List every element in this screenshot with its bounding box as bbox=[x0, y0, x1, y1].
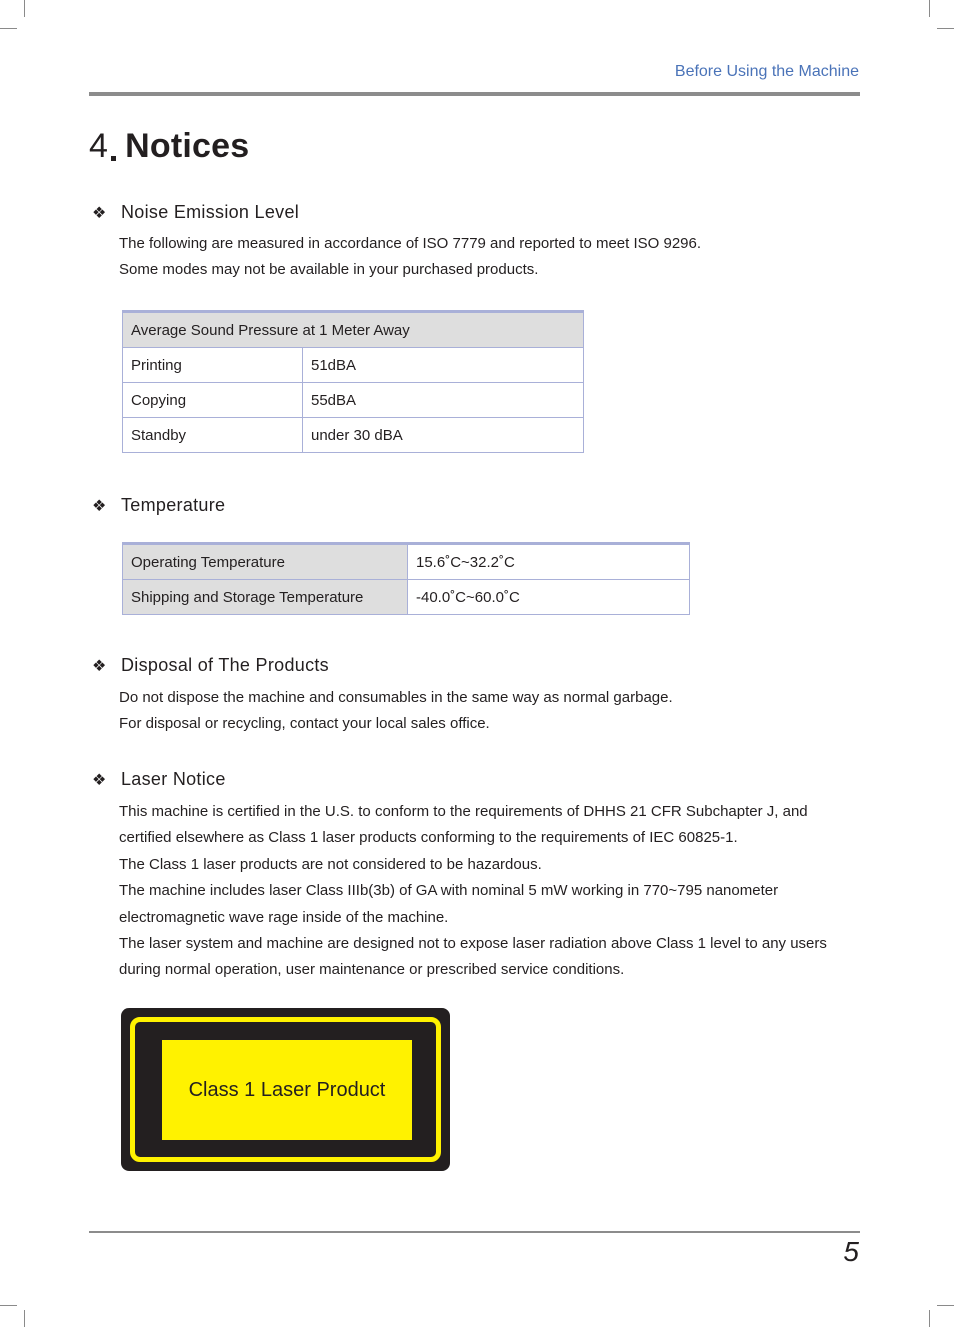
running-header: Before Using the Machine bbox=[674, 63, 859, 80]
section-heading-temperature bbox=[92, 495, 225, 516]
table-cell-value: 15.6˚C~32.2˚C bbox=[408, 544, 690, 580]
table-cell-mode: Printing bbox=[123, 348, 303, 383]
crop-mark bbox=[937, 28, 954, 29]
table-row bbox=[123, 348, 584, 383]
section-title: Disposal of The Products bbox=[121, 655, 329, 675]
paragraph: This machine is certified in the U.S. to conform to the requirements of DHHS 21 CFR Subchapter J, and certified elsewhere as Class 1 laser products conforming to the requirements of IEC 60825-1. bbox=[119, 803, 808, 847]
paragraph: Do not dispose the machine and consumables in the same way as normal garbage. bbox=[119, 689, 673, 706]
chapter-dot bbox=[111, 156, 116, 161]
table-cell-label: Operating Temperature bbox=[123, 544, 408, 580]
disposal-description bbox=[119, 685, 854, 738]
section-title: Noise Emission Level bbox=[121, 202, 300, 222]
table-row bbox=[123, 312, 584, 348]
crop-mark bbox=[0, 28, 17, 29]
table-row bbox=[123, 383, 584, 418]
page-number: 5 bbox=[843, 1236, 859, 1267]
paragraph: For disposal or recycling, contact your local sales office. bbox=[119, 715, 490, 733]
paragraph: The laser system and machine are designed not to expose laser radiation above Class 1 level to any users during normal operation, user maintenance or prescribed service conditions. bbox=[119, 935, 827, 979]
laser-warning-label bbox=[121, 1008, 450, 1171]
crop-mark bbox=[24, 1310, 25, 1327]
table-row bbox=[123, 544, 690, 580]
paragraph: The Class 1 laser products are not considered to be hazardous. bbox=[119, 855, 542, 873]
chapter-title: Notices bbox=[125, 127, 250, 165]
paragraph: Some modes may not be available in your purchased products. bbox=[119, 261, 539, 279]
page-title bbox=[89, 127, 249, 166]
diamond-bullet-icon: ❖ bbox=[92, 771, 107, 789]
table-cell-value: 51dBA bbox=[303, 348, 584, 383]
table-cell-mode: Standby bbox=[123, 418, 303, 453]
table-cell-mode: Copying bbox=[123, 383, 303, 418]
crop-mark bbox=[929, 0, 930, 17]
chapter-number: 4 bbox=[89, 127, 109, 165]
header-rule bbox=[89, 92, 860, 96]
laser-description bbox=[119, 799, 854, 984]
table-cell-label: Shipping and Storage Temperature bbox=[123, 580, 408, 615]
table-cell-value: under 30 dBA bbox=[303, 418, 584, 453]
table-row bbox=[123, 418, 584, 453]
section-title: Laser Notice bbox=[121, 769, 226, 789]
crop-mark bbox=[929, 1310, 930, 1327]
diamond-bullet-icon: ❖ bbox=[92, 657, 107, 675]
laser-label-text: Class 1 Laser Product bbox=[162, 1040, 412, 1140]
crop-mark bbox=[24, 0, 25, 17]
footer-rule bbox=[89, 1231, 860, 1233]
noise-table bbox=[122, 310, 584, 453]
table-cell-value: 55dBA bbox=[303, 383, 584, 418]
table-header-cell: Average Sound Pressure at 1 Meter Away bbox=[123, 312, 584, 348]
diamond-bullet-icon: ❖ bbox=[92, 204, 107, 222]
table-row bbox=[123, 580, 690, 615]
section-heading-noise bbox=[92, 202, 299, 223]
temperature-table bbox=[122, 542, 690, 615]
noise-description bbox=[119, 231, 854, 284]
crop-mark bbox=[0, 1305, 17, 1306]
diamond-bullet-icon: ❖ bbox=[92, 497, 107, 515]
paragraph: The following are measured in accordance of ISO 7779 and reported to meet ISO 9296. bbox=[119, 235, 702, 252]
crop-mark bbox=[937, 1305, 954, 1306]
section-heading-disposal bbox=[92, 655, 329, 676]
table-cell-value: -40.0˚C~60.0˚C bbox=[408, 580, 690, 615]
paragraph: The machine includes laser Class IIIb(3b) of GA with nominal 5 mW working in 770~795 nanometer electromagnetic wave rage inside of the machine. bbox=[119, 882, 779, 926]
section-heading-laser bbox=[92, 769, 226, 790]
section-title: Temperature bbox=[121, 495, 226, 515]
